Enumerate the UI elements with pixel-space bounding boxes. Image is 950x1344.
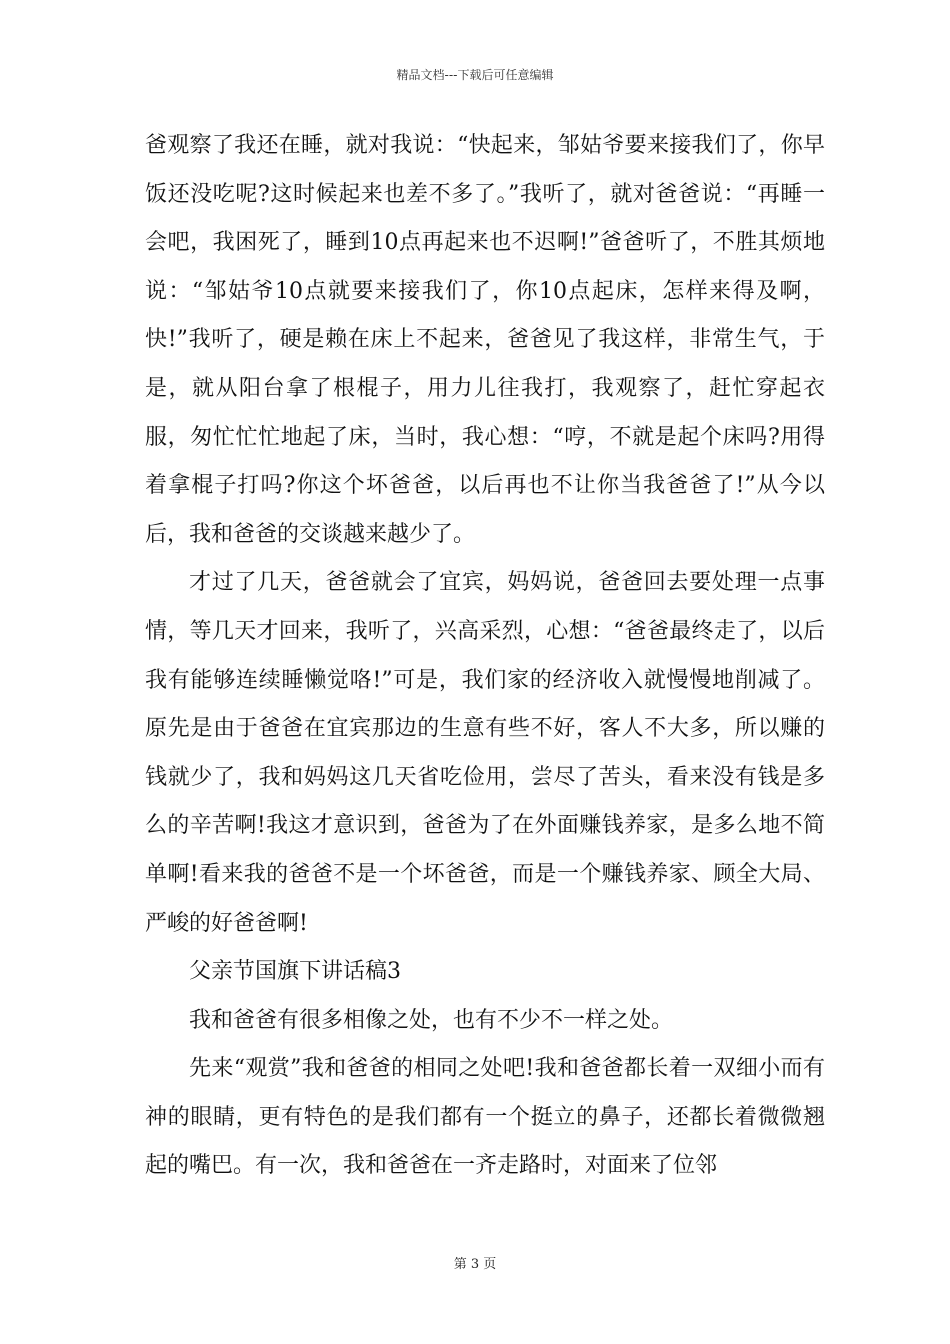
page-header: 精品文档---下载后可任意编辑 — [396, 68, 554, 82]
paragraph-4: 先来“观赏”我和爸爸的相同之处吧!我和爸爸都长着一双细小而有神的眼睛，更有特色的是我们都有一个挺立的鼻子，还都长着微微翘起的嘴巴。有一次，我和爸爸在一齐走路时，对面来了位邻 — [145, 1056, 825, 1179]
paragraph-3: 我和爸爸有很多相像之处，也有不少不一样之处。 — [189, 1007, 674, 1033]
paragraph-2: 才过了几天，爸爸就会了宜宾，妈妈说，爸爸回去要处理一点事情，等几天才回来，我听了，兴高采烈，心想：“爸爸最终走了，以后我有能够连续睡懒觉咯!”可是，我们家的经济收入就慢慢地削减了。原先是由于爸爸在宜宾那边的生意有些不好，客人不大多，所以赚的钱就少了，我和妈妈这几天省吃俭用，尝尽了苦头，看来没有钱是多么的辛苦啊!我这才意识到，爸爸为了在外面赚钱养家，是多么地不简单啊!看来我的爸爸不是一个坏爸爸，而是一个赚钱养家、顾全大局、严峻的好爸爸啊! — [145, 570, 825, 936]
page-number: 第 3 页 — [453, 1257, 497, 1272]
paragraph-1: 爸观察了我还在睡，就对我说：“快起来，邹姑爷要来接我们了，你早饭还没吃呢?这时候起来也差不多了。”我听了，就对爸爸说：“再睡一会吧，我困死了，睡到10点再起来也不迟啊!”爸爸听了，不胜其烦地说：“邹姑爷10点就要来接我们了，你10点起床，怎样来得及啊，快!”我听了，硬是赖在床上不起来，爸爸见了我这样，非常生气，于是，就从阳台拿了根棍子，用力儿往我打，我观察了，赶忙穿起衣服，匆忙忙忙地起了床，当时，我心想：“哼，不就是起个床吗?用得着拿棍子打吗?你这个坏爸爸，以后再也不让你当我爸爸了!”从今以后，我和爸爸的交谈越来越少了。 — [145, 133, 825, 547]
section-heading: 父亲节国旗下讲话稿3 — [189, 959, 401, 985]
document-body — [145, 122, 825, 1191]
